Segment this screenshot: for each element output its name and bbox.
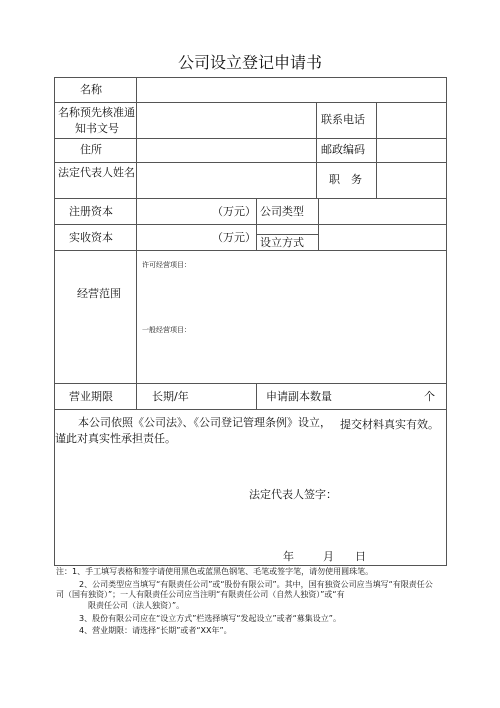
establish-method-label: 设立方式 [260,236,304,249]
copies-label: 申请副本数量 [266,390,332,403]
table-line [446,77,447,566]
date-year: 年 [283,550,294,563]
table-line [54,565,446,566]
table-line [54,102,446,103]
table-line [256,234,318,235]
company-type-label: 公司类型 [260,205,304,218]
position-label: 职 务 [329,173,362,186]
paidin-capital-unit: （万元） [212,231,256,244]
name-label: 名称 [80,83,102,96]
preapproval-label-2: 知书文号 [75,122,119,135]
business-scope-label: 经营范围 [77,287,121,300]
licensed-items-label: 许可经营项目： [142,261,191,269]
page-title: 公司设立登记申请书 [177,53,322,72]
signature-label: 法定代表人签字： [249,488,337,501]
term-value: 长期/年 [152,390,189,403]
table-line [54,138,446,139]
table-line [54,77,446,78]
table-line [54,77,55,566]
note-3: 3、股份有限公司应在“设立方式”栏选择填写“发起设立”或者“募集设立”。 [79,614,341,623]
copies-unit: 个 [424,390,435,403]
date-day: 日 [355,550,366,563]
registered-capital-label: 注册资本 [69,205,113,218]
declaration-line1a: 本公司依照《公司法》、《公司登记管理条例》设立， [78,416,331,429]
table-line [256,383,257,409]
table-line [54,250,446,251]
general-items-label: 一般经营项目： [142,326,191,334]
table-line [318,198,319,250]
preapproval-label-1: 名称预先核准通 [58,106,135,119]
declaration-line2: 谨此对真实性承担责任。 [55,432,176,445]
note-2b: 司（国有独资）”；一人有限责任公司应当注明“有限责任公司（自然人独资）”或“有 [56,590,345,599]
table-line [136,77,137,250]
paidin-capital-label: 实收资本 [69,231,113,244]
note-1: 注：1、手工填写表格和签字请使用黑色或蓝黑色钢笔、毛笔或签字笔，请勿使用圆珠笔。 [56,567,374,576]
date-month: 月 [323,550,334,563]
table-line [316,102,317,198]
note-2c: 限责任公司（法人独资）”。 [88,601,185,610]
note-4: 4、营业期限：请选择“长期”或者“XX年”。 [79,626,232,635]
declaration-line1b: 提交材料真实有效。 [340,418,439,431]
table-line [376,102,377,198]
table-line [54,409,446,410]
table-line [54,198,446,199]
phone-label: 联系电话 [321,113,365,126]
registered-capital-unit: （万元） [212,205,256,218]
address-label: 住所 [80,143,102,156]
term-label: 营业期限 [69,390,113,403]
table-line [54,224,446,225]
table-line [256,198,257,250]
table-line [54,383,446,384]
postcode-label: 邮政编码 [321,143,365,156]
table-line [54,162,446,163]
legal-rep-label: 法定代表人姓名 [58,166,135,179]
table-line [136,250,137,409]
note-2a: 2、公司类型应当填写“有限责任公司”或“股份有限公司”。其中，国有独资公司应当填写“有限责任公 [79,580,433,589]
